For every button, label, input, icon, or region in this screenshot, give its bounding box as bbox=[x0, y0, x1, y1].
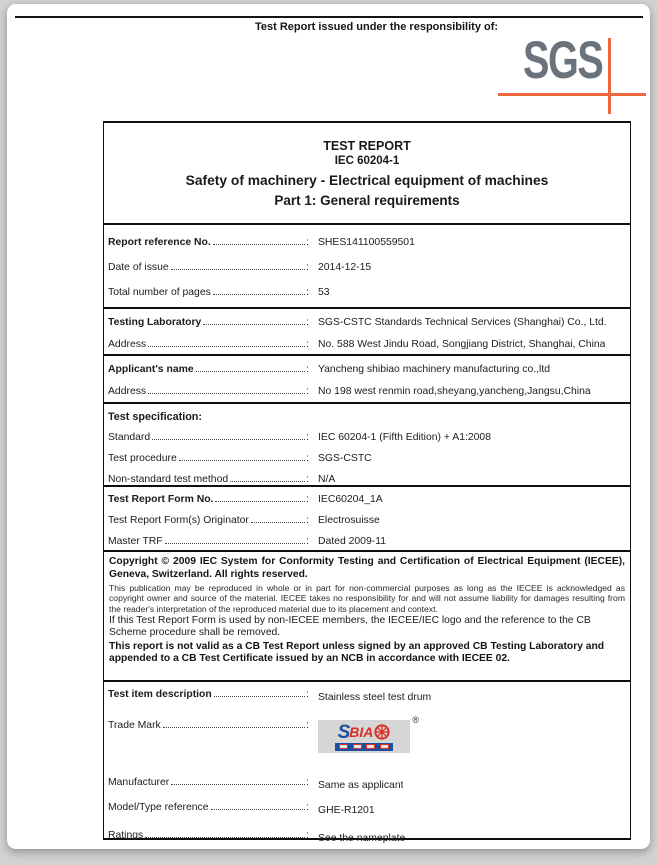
copyright-reproduction-terms: This publication may be reproduced in whole or in part for non-commercial purposes as long as the IECEE is acknowledged as copyright owner and source of the material. IECEE takes no responsibility for and will not assume liability for damages resulting from the reader's interpretation of the reproduced material due to its placement and context. bbox=[109, 583, 625, 614]
trade-mark-logo bbox=[318, 715, 419, 753]
row-test-item-description: Test item description : Stainless steel test drum bbox=[108, 689, 432, 703]
section-applicant bbox=[104, 354, 630, 402]
section-trf bbox=[104, 485, 630, 550]
title-part: Part 1: General requirements bbox=[274, 193, 460, 208]
date-of-issue-label: Date of issue bbox=[108, 262, 169, 273]
sgs-logo bbox=[477, 32, 652, 122]
applicant-address-value: No 198 west renmin road,sheyang,yancheng,Jangsu,China bbox=[318, 385, 591, 397]
non-standard-method-label: Non-standard test method bbox=[108, 474, 229, 485]
header-note: Test Report issued under the responsibility of: bbox=[255, 21, 499, 33]
section-test-item bbox=[104, 680, 630, 844]
master-trf-label: Master TRF bbox=[108, 536, 163, 547]
manufacturer-label: Manufacturer bbox=[108, 777, 170, 788]
testing-laboratory-label: Testing Laboratory bbox=[108, 316, 202, 328]
test-specification-heading: Test specification: bbox=[108, 411, 202, 423]
leader-dots bbox=[148, 393, 305, 394]
section-copyright bbox=[104, 550, 630, 680]
row-report-reference: Report reference No. : SHES141100559501 bbox=[108, 237, 415, 248]
standard-label: Standard bbox=[108, 432, 151, 443]
leader-dots bbox=[145, 837, 305, 838]
standard-value: IEC 60204-1 (Fifth Edition) + A1:2008 bbox=[318, 432, 491, 443]
sgs-logo-horizontal-line bbox=[498, 93, 646, 96]
document-page bbox=[7, 4, 650, 849]
row-standard: Standard : IEC 60204-1 (Fifth Edition) + A1:2008 bbox=[108, 432, 491, 443]
trf-number-value: IEC60204_1A bbox=[318, 494, 383, 505]
master-trf-value: Dated 2009-11 bbox=[318, 536, 386, 547]
leader-dots bbox=[148, 346, 305, 347]
trademark-letters-bia: BIA bbox=[349, 724, 374, 740]
leader-dots bbox=[196, 371, 305, 372]
report-reference-value: SHES141100559501 bbox=[318, 237, 415, 248]
row-trade-mark: Trade Mark : ® S BIA bbox=[108, 720, 626, 777]
row-laboratory-address: Address : No. 588 West Jindu Road, Songjiang District, Shanghai, China bbox=[108, 338, 606, 350]
leader-dots bbox=[211, 809, 306, 810]
leader-dots bbox=[171, 269, 305, 270]
row-master-trf: Master TRF : Dated 2009-11 bbox=[108, 536, 386, 547]
row-total-pages: Total number of pages : 53 bbox=[108, 287, 330, 298]
trademark-letter-s: S bbox=[337, 721, 351, 743]
trf-originator-value: Electrosuisse bbox=[318, 515, 380, 526]
trf-originator-label: Test Report Form(s) Originator bbox=[108, 515, 249, 526]
section-testing-laboratory bbox=[104, 307, 630, 354]
leader-dots bbox=[230, 481, 305, 482]
leader-dots bbox=[203, 324, 305, 325]
ratings-label: Ratings bbox=[108, 830, 144, 841]
model-type-label: Model/Type reference bbox=[108, 802, 209, 813]
leader-dots bbox=[214, 696, 305, 697]
row-manufacturer: Manufacturer : Same as applicant bbox=[108, 777, 404, 791]
manufacturer-value: Same as applicant bbox=[318, 780, 404, 791]
test-item-description-label: Test item description bbox=[108, 689, 212, 700]
laboratory-address-label: Address bbox=[108, 338, 147, 350]
leader-dots bbox=[163, 727, 305, 728]
leader-dots bbox=[165, 543, 305, 544]
sgs-logo-vertical-line bbox=[608, 38, 611, 114]
row-model-type-reference: Model/Type reference : GHE-R1201 bbox=[108, 802, 375, 816]
section-report-info bbox=[104, 223, 630, 307]
copyright-notice: Copyright © 2009 IEC System for Conformity Testing and Certification of Electrical Equipment (IECEE), Geneva, Switzerland. All rights reserved. bbox=[109, 556, 625, 580]
row-testing-laboratory: Testing Laboratory : SGS-CSTC Standards Technical Services (Shanghai) Co., Ltd. bbox=[108, 316, 607, 328]
copyright-non-iecee-note: If this Test Report Form is used by non-IECEE members, the IECEE/IEC logo and the reference to the CB Scheme procedure shall be removed. bbox=[109, 614, 591, 639]
row-trf-originator: Test Report Form(s) Originator : Electrosuisse bbox=[108, 515, 380, 526]
row-applicant-name: Applicant's name : Yancheng shibiao machinery manufacturing co.,ltd bbox=[108, 363, 550, 375]
registered-trademark-symbol: ® bbox=[412, 715, 419, 725]
leader-dots bbox=[152, 439, 305, 440]
row-trf-number: Test Report Form No. : IEC60204_1A bbox=[108, 494, 383, 505]
applicant-address-label: Address bbox=[108, 385, 147, 397]
model-type-value: GHE-R1201 bbox=[318, 805, 375, 816]
title-test-report: TEST REPORT bbox=[323, 139, 411, 153]
applicant-name-label: Applicant's name bbox=[108, 363, 194, 375]
leader-dots bbox=[213, 294, 305, 295]
report-table bbox=[103, 121, 631, 844]
top-rule bbox=[15, 16, 643, 18]
trademark-characters-strip bbox=[335, 743, 393, 751]
section-test-specification bbox=[104, 402, 630, 485]
non-standard-method-value: N/A bbox=[318, 474, 336, 485]
total-pages-value: 53 bbox=[318, 287, 330, 298]
title-standard-number: IEC 60204-1 bbox=[334, 155, 400, 167]
wheel-icon bbox=[374, 724, 390, 740]
date-of-issue-value: 2014-12-15 bbox=[318, 262, 372, 273]
leader-dots bbox=[179, 460, 305, 461]
leader-dots bbox=[213, 244, 305, 245]
title-block bbox=[104, 123, 630, 223]
ratings-value: See the nameplate bbox=[318, 833, 406, 844]
test-procedure-value: SGS-CSTC bbox=[318, 453, 372, 464]
report-reference-label: Report reference No. bbox=[108, 237, 211, 248]
leader-dots bbox=[215, 501, 305, 502]
testing-laboratory-value: SGS-CSTC Standards Technical Services (Shanghai) Co., Ltd. bbox=[318, 316, 607, 328]
title-standard-name: Safety of machinery - Electrical equipment of machines bbox=[185, 173, 549, 188]
row-date-of-issue: Date of issue : 2014-12-15 bbox=[108, 262, 372, 273]
sgs-logo-text: SGS bbox=[523, 30, 603, 90]
leader-dots bbox=[251, 522, 305, 523]
applicant-name-value: Yancheng shibiao machinery manufacturing co.,ltd bbox=[318, 363, 550, 375]
trf-number-label: Test Report Form No. bbox=[108, 494, 214, 505]
row-non-standard-method: Non-standard test method : N/A bbox=[108, 474, 336, 485]
test-procedure-label: Test procedure bbox=[108, 453, 177, 464]
row-applicant-address: Address : No 198 west renmin road,sheyang,yancheng,Jangsu,China bbox=[108, 385, 591, 397]
trade-mark-label: Trade Mark bbox=[108, 720, 161, 731]
copyright-validity-note: This report is not valid as a CB Test Report unless signed by an approved CB Testing Laboratory and appended to a CB Test Certificate issued by an NCB in accordance with IECEE 02. bbox=[109, 640, 605, 665]
row-ratings: Ratings : See the nameplate bbox=[108, 830, 406, 844]
test-item-description-value: Stainless steel test drum bbox=[318, 692, 432, 703]
total-pages-label: Total number of pages bbox=[108, 287, 211, 298]
laboratory-address-value: No. 588 West Jindu Road, Songjiang District, Shanghai, China bbox=[318, 338, 606, 350]
row-test-procedure: Test procedure : SGS-CSTC bbox=[108, 453, 372, 464]
leader-dots bbox=[171, 784, 305, 785]
